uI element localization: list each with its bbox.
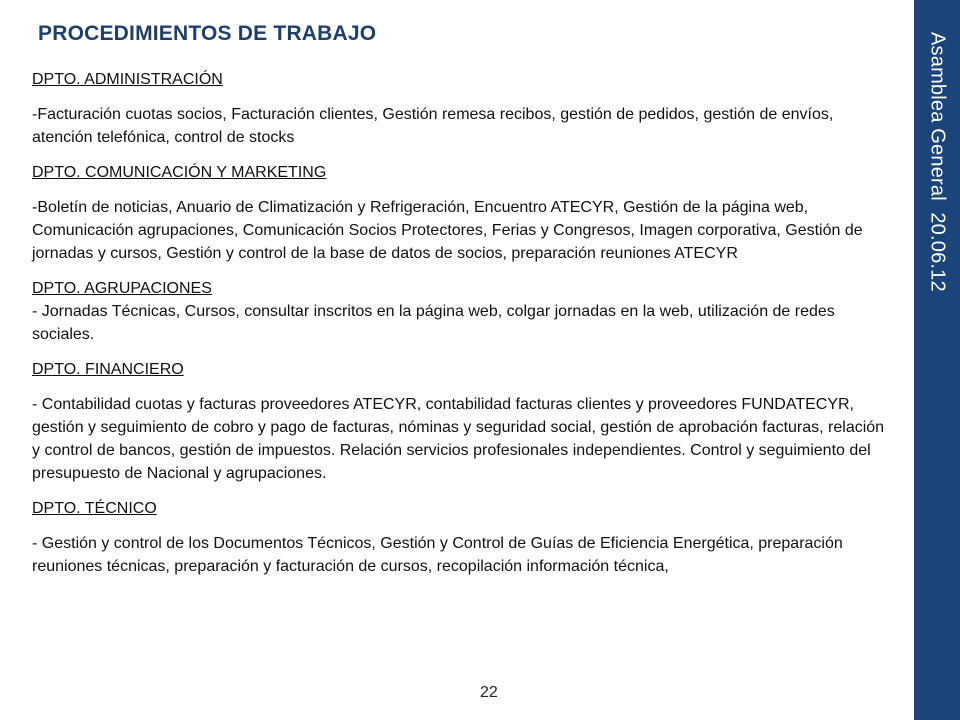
- section-body-comunicacion: -Boletín de noticias, Anuario de Climatización y Refrigeración, Encuentro ATECYR, Gestión de la página web, Comunicación agrupaciones, Comunicación Socios Protectores, Ferias y Congresos, Imagen corporativa, Gestión de jornadas y cursos, Gestión y control de la base de datos de socios, preparación reuniones ATECYR: [32, 199, 863, 262]
- section-heading-agrupaciones: DPTO. AGRUPACIONES: [32, 280, 212, 297]
- slide-content: [32, 68, 892, 578]
- side-label: Asamblea General 20.06.12: [926, 32, 949, 292]
- section-body-financiero: - Contabilidad cuotas y facturas proveedores ATECYR, contabilidad facturas clientes y proveedores FUNDATECYR, gestión y seguimiento de cobro y pago de facturas, nóminas y seguridad social, gestión de aprobación facturas, relación y control de bancos, gestión de impuestos. Relación servicios profesionales independientes. Control y seguimiento del presupuesto de Nacional y agrupaciones.: [32, 396, 885, 482]
- side-label-container: [914, 0, 960, 720]
- slide-title: PROCEDIMIENTOS DE TRABAJO: [38, 22, 377, 45]
- section-heading-financiero: DPTO. FINANCIERO: [32, 361, 184, 378]
- section-body-agrupaciones: - Jornadas Técnicas, Cursos, consultar inscritos en la página web, colgar jornadas en la web, utilización de redes sociales.: [32, 303, 835, 343]
- section-heading-tecnico: DPTO. TÉCNICO: [32, 500, 157, 517]
- page-number: 22: [480, 684, 498, 701]
- section-heading-comunicacion: DPTO. COMUNICACIÓN Y MARKETING: [32, 164, 327, 181]
- section-heading-administracion: DPTO. ADMINISTRACIÓN: [32, 71, 223, 88]
- section-body-tecnico: - Gestión y control de los Documentos Técnicos, Gestión y Control de Guías de Eficiencia Energética, preparación reuniones técnicas, preparación y facturación de cursos, recopilación información técnica,: [32, 535, 843, 575]
- section-body-administracion: -Facturación cuotas socios, Facturación clientes, Gestión remesa recibos, gestión de pedidos, gestión de envíos, atención telefónica, control de stocks: [32, 106, 834, 146]
